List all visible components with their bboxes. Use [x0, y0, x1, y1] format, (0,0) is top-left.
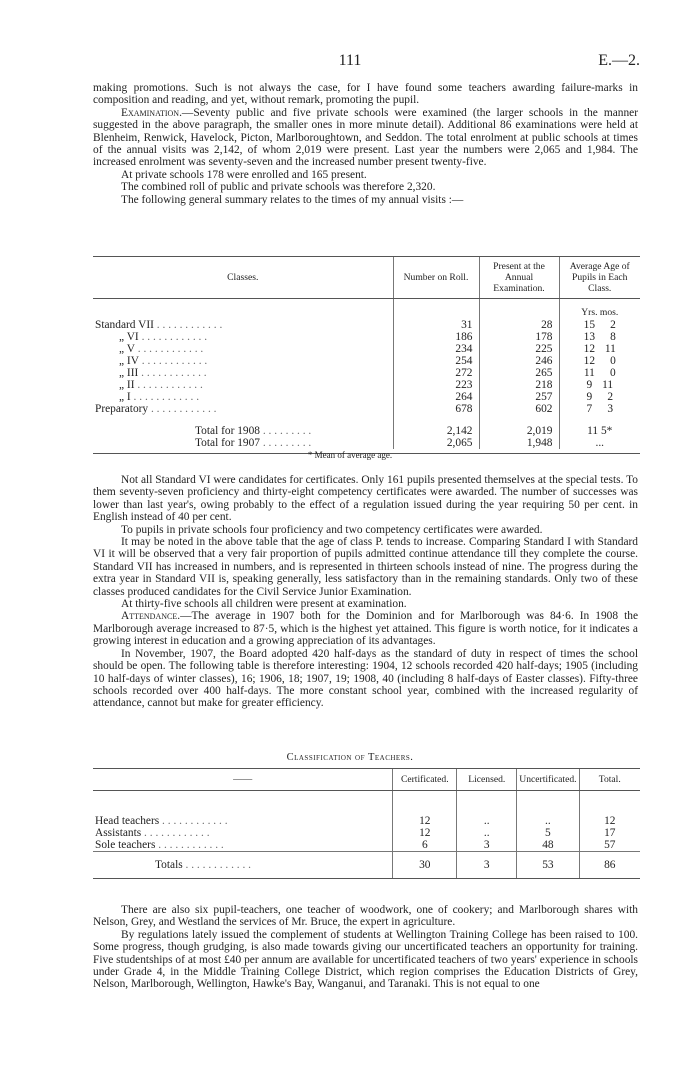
uncertificated-value: .. [517, 815, 579, 827]
teachers-table [93, 768, 640, 879]
certificated-value: 12 [393, 815, 457, 827]
age-years: 12 [583, 343, 596, 355]
class-label: „ V [119, 343, 135, 355]
totals-licensed: 3 [457, 852, 517, 879]
total-roll: 2,142 [393, 425, 479, 437]
leader-dots: . . . . . . . . . . . . [153, 319, 223, 331]
totals-label-cell [93, 852, 393, 879]
leader-dots: . . . . . . . . . . . . [148, 403, 217, 415]
roll-value: 234 [393, 343, 479, 355]
uncertificated-value: 5 [517, 827, 579, 839]
paragraph-full-attendance: At thirty-five schools all children were present at examination. [121, 598, 407, 611]
teachers-totals-row [93, 852, 640, 879]
age-years: 15 [583, 319, 596, 331]
totals-total: 86 [579, 852, 640, 879]
paragraph-promotions: making promotions. Such is not always the case, for I have found some teachers awarding failure-marks in composition and reading, and yet, without remark, promoting the pupil. [93, 82, 638, 107]
total-row [93, 437, 640, 449]
certificated-value: 6 [393, 839, 457, 852]
paragraph-pupil-teachers: There are also six pupil-teachers, one teacher of woodwork, one of cookery; and Marlborough shares with Nelson, Grey, and Westland the services of Mr. Bruce, the expert in agriculture. [93, 904, 638, 929]
paragraph-private-certificates: To pupils in private schools four proficiency and two competency certificates were awarded. [121, 523, 543, 536]
total-present: 2,019 [479, 425, 559, 437]
leader-dots: . . . . . . . . . . . . [182, 859, 252, 871]
class-label: „ I [119, 391, 131, 403]
age-years: 13 [583, 331, 596, 343]
total-label-cell [93, 425, 393, 437]
leader-dots: . . . . . . . . . [260, 437, 312, 449]
present-value: 28 [479, 319, 559, 331]
roll-value: 223 [393, 379, 479, 391]
teachers-table-header [93, 769, 640, 791]
age-value [559, 403, 640, 415]
header-number-on-roll: Number on Roll. [393, 257, 479, 299]
paragraph-training-college: By regulations lately issued the complement of students at Wellington Training College has been raised to 100. Some progress, though grudging, is also made towards giving our uncertificated teachers an opportunity for training. Five studentships of at most £40 per annum are available for uncertificated teachers of two years' experience in schools under Grade 4, in the Middle Training College District, which region comprises the Education Districts of Grey, Nelson, Marlborough, Wellington, Hawke's Bay, Wanganui, and Taranaki. This is not equal to one [93, 928, 638, 991]
teacher-row [93, 815, 640, 827]
roll-value: 678 [393, 403, 479, 415]
age-months: 11 [602, 379, 614, 391]
header-average-age: Average Age of Pupils in Each Class. [559, 257, 640, 299]
teachers-table-caption: Classification of Teachers. [286, 752, 414, 763]
page-number: 111 [338, 52, 362, 69]
teacher-row [93, 839, 640, 852]
total-row [93, 425, 640, 437]
class-label-cell [93, 367, 393, 379]
teacher-label: Sole teachers [95, 839, 156, 851]
header-classes: Classes. [93, 257, 393, 299]
leader-dots: . . . . . . . . . . . . [134, 343, 204, 355]
age-months: 0 [610, 355, 616, 367]
leader-dots: . . . . . . . . . . . . [138, 355, 208, 367]
leader-dots: . . . . . . . . . [260, 425, 312, 437]
table-footnote: * Mean of average age. [307, 450, 393, 460]
leader-dots: . . . . . . . . . . . . [134, 379, 203, 391]
class-row [93, 403, 640, 415]
class-label: „ VI [119, 331, 139, 343]
total-age: 11 5* [559, 425, 640, 437]
class-label: „ II [119, 379, 135, 391]
age-value [559, 391, 640, 403]
roll-value: 272 [393, 367, 479, 379]
leader-dots: . . . . . . . . . . . . [138, 331, 208, 343]
spacer-row [93, 791, 640, 816]
age-months: 3 [607, 403, 614, 415]
roll-value: 31 [393, 319, 479, 331]
age-years: 9 [586, 391, 593, 403]
age-months: 2 [607, 391, 614, 403]
class-label: „ IV [119, 355, 139, 367]
units-row [93, 299, 640, 320]
age-years: 11 [583, 367, 595, 379]
teacher-label-cell [93, 839, 393, 852]
paragraph-summary-intro: The following general summary relates to the times of my annual visits :— [121, 193, 464, 206]
class-row [93, 367, 640, 379]
total-value: 17 [579, 827, 640, 839]
teacher-row [93, 827, 640, 839]
class-row [93, 355, 640, 367]
roll-value: 264 [393, 391, 479, 403]
paragraph-combined-roll: The combined roll of public and private schools was therefore 2,320. [121, 181, 436, 194]
roll-value: 186 [393, 331, 479, 343]
paragraph-examination [93, 107, 638, 169]
paragraph-half-days: In November, 1907, the Board adopted 420 half-days as the standard of duty in respect of times the school should be open. The following table is therefore interesting: 1904, 12 schools recorded 420 half-days; 1905 (including 10 half-days of winter classes), 16; 1906, 18; 1907, 19; 1908, 40 (including 8 half-days of Easter classes). Fifty-three schools recorded over 400 half-days. The more constant school year, combined with the increased regularity of attendance, cannot but make for greater efficiency. [93, 647, 638, 710]
class-label: Preparatory [95, 403, 149, 415]
age-value [559, 379, 640, 391]
totals-label: Totals [155, 859, 183, 871]
age-months: 0 [609, 367, 616, 379]
leader-dots: . . . . . . . . . . . . [138, 367, 207, 379]
paragraph-attendance [93, 610, 638, 647]
total-age: ... [559, 437, 640, 449]
age-years: 7 [586, 403, 593, 415]
header-total: Total. [579, 769, 640, 791]
total-value: 12 [579, 815, 640, 827]
header-licensed: Licensed. [457, 769, 517, 791]
paragraph-age-note: It may be noted in the above table that the age of class P. tends to increase. Comparing Standard I with Standard VI it will be observed that a very fair proportion of pupils admitted continue attendance till they complete the course. Standard VII has increased in numbers, and is represented in thirteen schools instead of nine. The progress during the extra year in Standard VII is, speaking generally, less satisfactory than in the remaining standards. Only two of these classes produced candidates for the Civil Service Junior Examination. [93, 536, 638, 598]
header-present: Present at the Annual Examination. [479, 257, 559, 299]
header-uncertificated: Uncertificated. [517, 769, 579, 791]
leader-dots: . . . . . . . . . . . . [159, 815, 228, 827]
class-label-cell [93, 355, 393, 367]
summary-table-header [93, 257, 640, 299]
class-row [93, 379, 640, 391]
class-label-cell [93, 379, 393, 391]
class-label: „ III [119, 367, 139, 379]
leader-dots: . . . . . . . . . . . . [130, 391, 200, 403]
header-blank: —— [93, 769, 393, 791]
document-reference: E.—2. [598, 52, 640, 69]
present-value: 225 [479, 343, 559, 355]
teacher-label: Assistants [95, 827, 142, 839]
paragraph-certificates: Not all Standard VI were candidates for certificates. Only 161 pupils presented themselves at the special tests. To them seventy-seven proficiency and thirty-eight competency certificates were awarded. The number of successes was lower than last year's, owing probably to the effect of a regulation issued during the year requiring 50 per cent. in English instead of 40 per cent. [93, 474, 638, 524]
total-value: 57 [579, 839, 640, 852]
examination-heading: Examination. [121, 106, 182, 119]
examination-text: —Seventy public and five private schools were examined (the larger schools in the manner suggested in the above paragraph, the smaller ones in more minute detail). Additional 86 examinations were held at Blenheim, Renwick, Havelock, Picton, Marlboroughtown, and Seddon. The total enrolment at public schools at times of the annual visits was 2,142, of whom 2,019 were present. Last year the numbers were 2,065 and 1,984. The increased enrolment was seventy-seven and the increased number present twenty-five. [93, 106, 638, 169]
certificated-value: 12 [393, 827, 457, 839]
attendance-text: —The average in 1907 both for the Dominion and for Marlborough was 84·6. In 1908 the Marlborough average increased to 87·5, which is the highest yet attained. This figure is worth notice, for it indicates a growing interest in education and a growing appreciation of its advantages. [93, 610, 638, 648]
leader-dots: . . . . . . . . . . . . [141, 827, 210, 839]
teacher-label-cell [93, 827, 393, 839]
totals-certificated: 30 [393, 852, 457, 879]
age-value [559, 319, 640, 331]
leader-dots: . . . . . . . . . . . . [155, 839, 224, 851]
summary-table [93, 256, 640, 454]
age-value [559, 367, 640, 379]
total-label: Total for 1907 [195, 437, 261, 449]
licensed-value: 3 [457, 839, 517, 852]
totals-uncertificated: 53 [517, 852, 579, 879]
class-label-cell [93, 343, 393, 355]
present-value: 246 [479, 355, 559, 367]
total-label: Total for 1908 [195, 425, 261, 437]
age-months: 2 [610, 319, 616, 331]
total-roll: 2,065 [393, 437, 479, 449]
present-value: 257 [479, 391, 559, 403]
header-certificated: Certificated. [393, 769, 457, 791]
age-value [559, 355, 640, 367]
class-label: Standard VII [95, 319, 154, 331]
class-label-cell [93, 403, 393, 415]
licensed-value: .. [457, 815, 517, 827]
roll-value: 254 [393, 355, 479, 367]
paragraph-private-schools: At private schools 178 were enrolled and 165 present. [121, 168, 367, 181]
age-units: Yrs. mos. [559, 299, 640, 320]
present-value: 178 [479, 331, 559, 343]
present-value: 602 [479, 403, 559, 415]
closing-section [93, 904, 638, 991]
class-label-cell [93, 331, 393, 343]
age-years: 12 [583, 355, 596, 367]
age-years: 9 [586, 379, 593, 391]
class-row [93, 331, 640, 343]
intro-section [93, 82, 638, 206]
licensed-value: .. [457, 827, 517, 839]
total-label-cell [93, 437, 393, 449]
teacher-label-cell [93, 815, 393, 827]
age-value [559, 331, 640, 343]
age-months: 11 [604, 343, 616, 355]
class-label-cell [93, 319, 393, 331]
age-value [559, 343, 640, 355]
attendance-heading: Attendance. [121, 610, 181, 623]
class-row [93, 391, 640, 403]
age-months: 8 [610, 331, 616, 343]
class-row [93, 319, 640, 331]
class-label-cell [93, 391, 393, 403]
total-present: 1,948 [479, 437, 559, 449]
uncertificated-value: 48 [517, 839, 579, 852]
spacer-row [93, 415, 640, 425]
class-row [93, 343, 640, 355]
teacher-label: Head teachers [95, 815, 160, 827]
present-value: 218 [479, 379, 559, 391]
middle-section [93, 474, 638, 710]
present-value: 265 [479, 367, 559, 379]
